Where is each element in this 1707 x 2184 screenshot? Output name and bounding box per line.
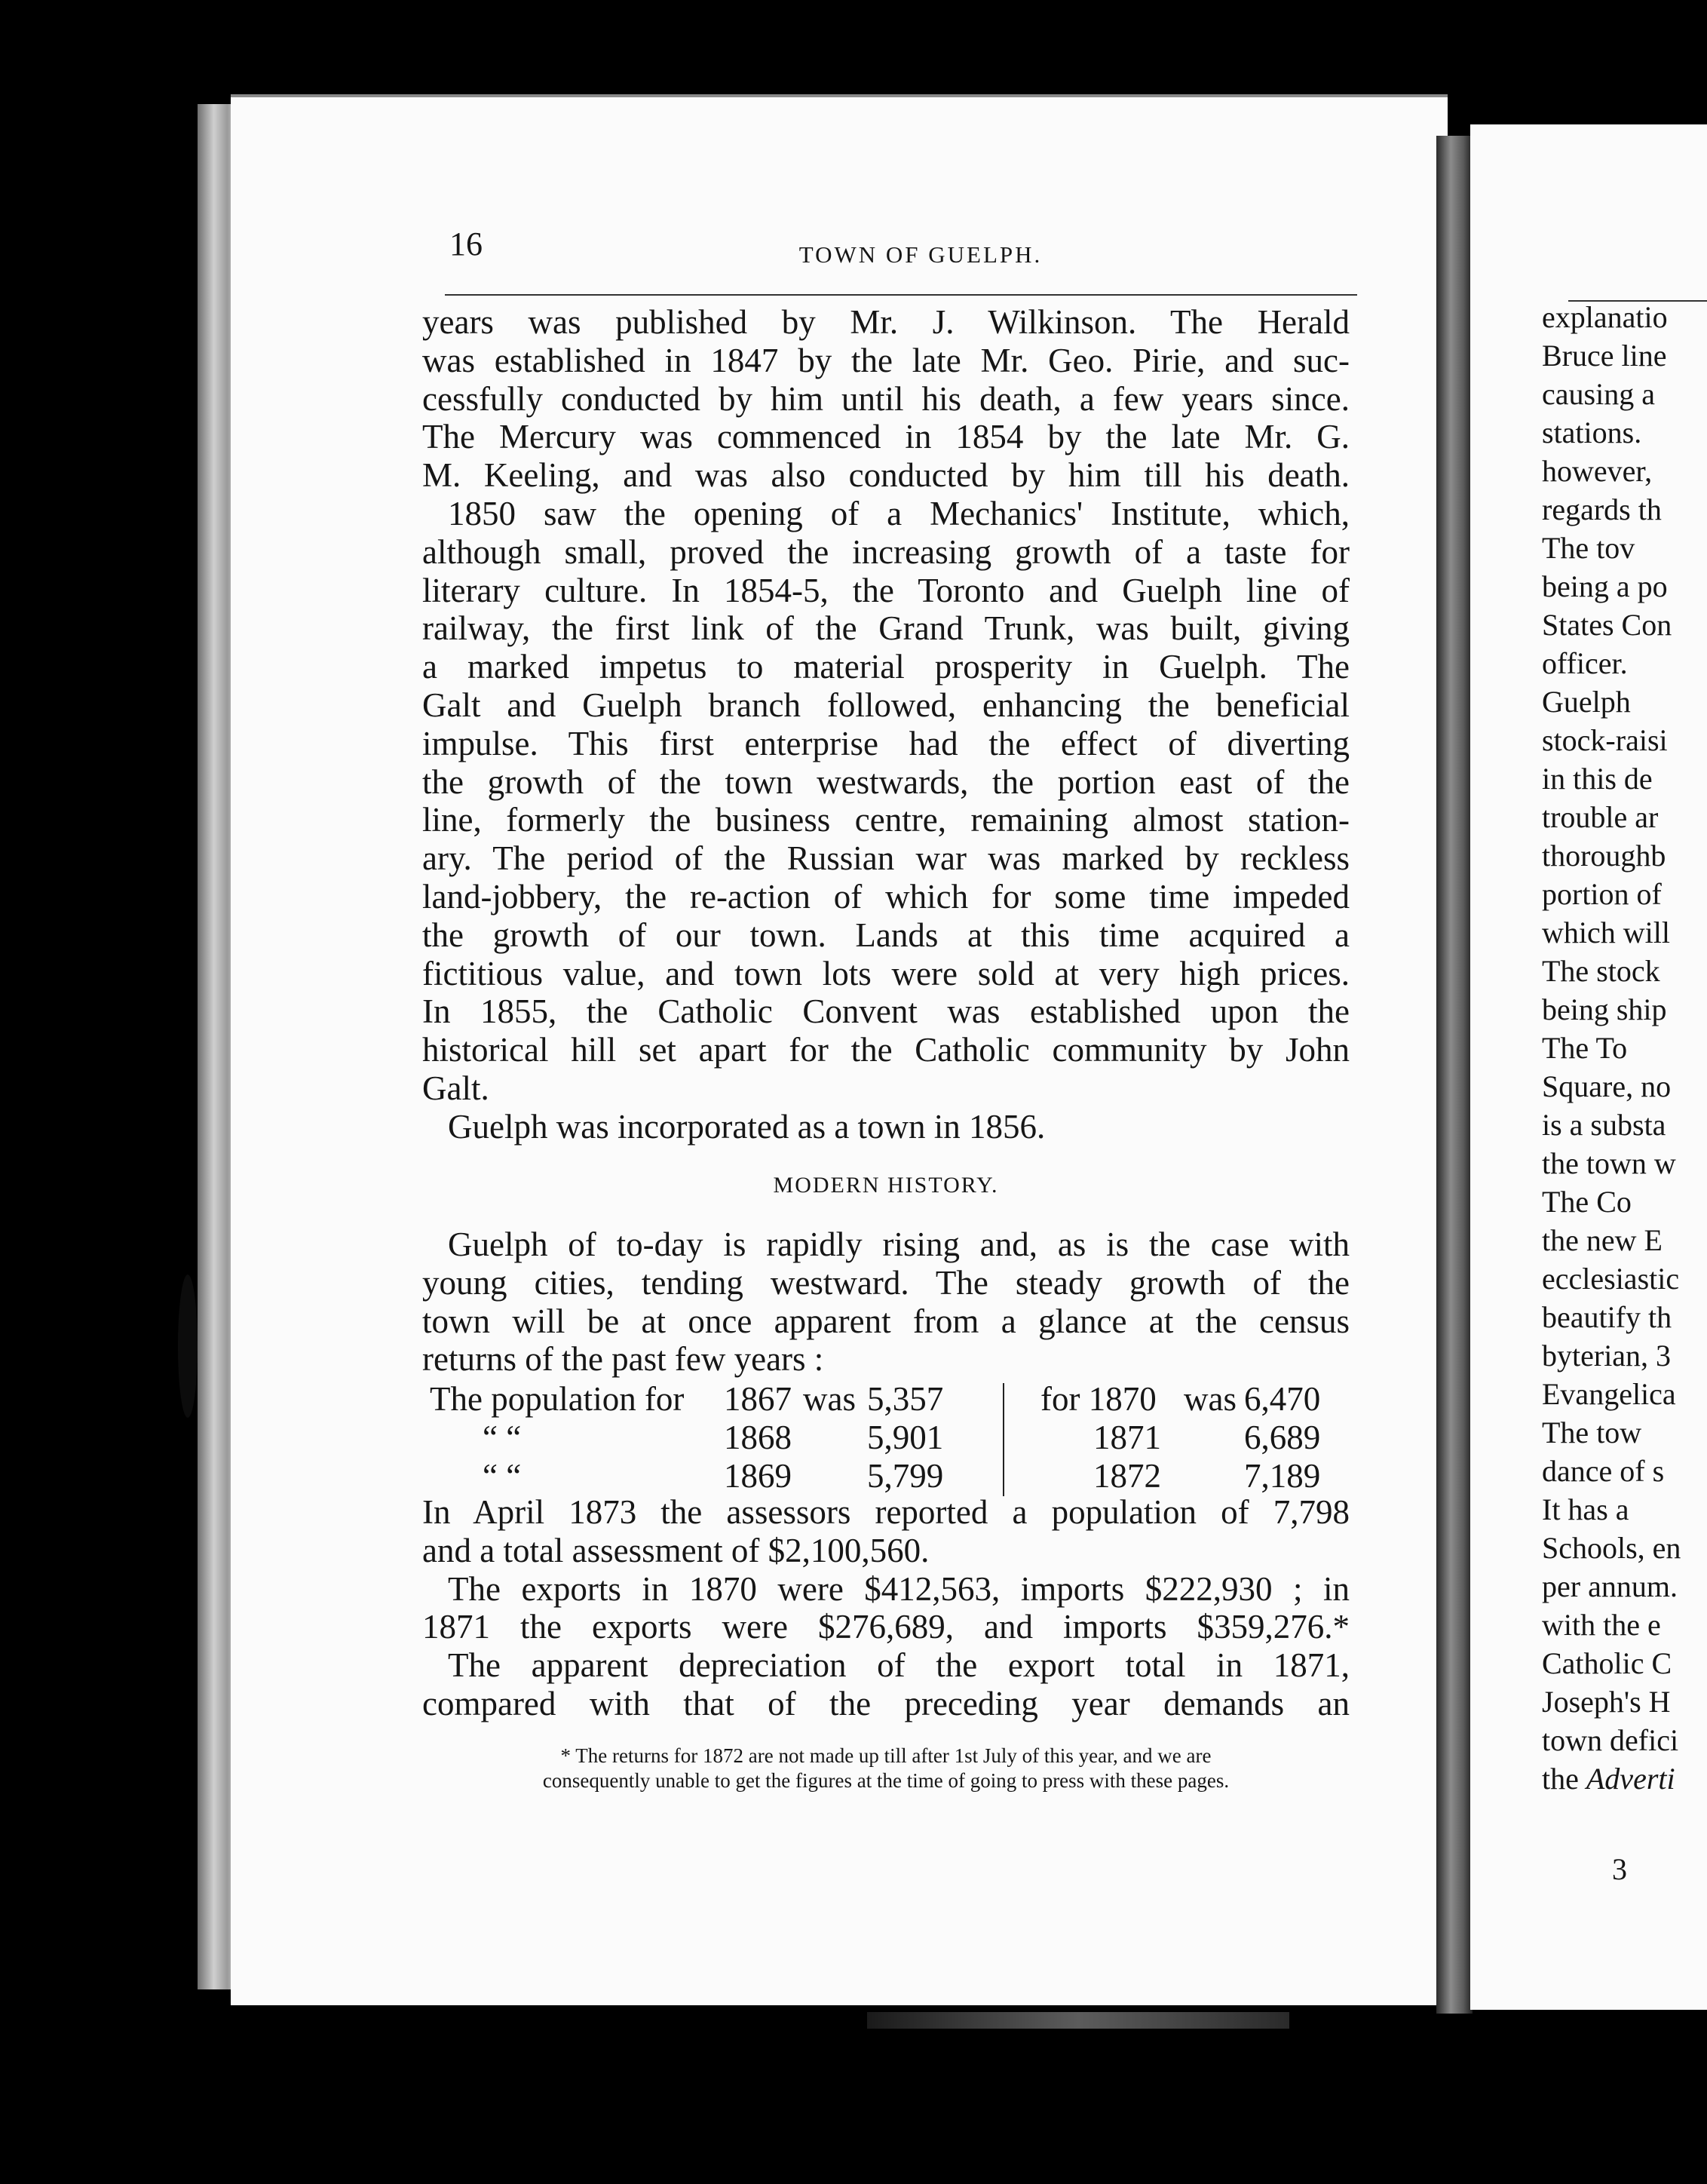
right-text-line: regards th (1542, 492, 1662, 526)
text-line: a marked impetus to material prosperity in Guelph. The (422, 648, 1350, 686)
right-text-line: The stock (1542, 954, 1660, 988)
table-cell: The population for (430, 1380, 685, 1418)
text-line: town will be at once apparent from a glance at the census (422, 1302, 1350, 1340)
body-text-modern (422, 1225, 1350, 1379)
right-text-line: stock-raisi (1542, 723, 1668, 757)
text-line: although small, proved the increasing growth of a taste for (422, 532, 1350, 571)
body-text-top (422, 303, 1350, 1146)
right-text-line: being ship (1542, 992, 1667, 1026)
right-text-line: the Adverti (1542, 1762, 1675, 1796)
text-line: fictitious value, and town lots were sold at very high prices. (422, 954, 1350, 992)
right-text-line: byterian, 3 (1542, 1339, 1672, 1373)
text-line: The Mercury was commenced in 1854 by the late Mr. G. (422, 418, 1350, 456)
text-line: M. Keeling, and was also conducted by him till his death. (422, 456, 1350, 495)
right-text-line: with the e (1542, 1608, 1661, 1642)
text-line: historical hill set apart for the Catholic community by John (422, 1031, 1350, 1069)
right-text-line: the new E (1542, 1223, 1663, 1257)
table-cell: “ “ (483, 1457, 522, 1495)
right-text-line: trouble ar (1542, 800, 1659, 834)
table-cell: for 1870 (1040, 1380, 1157, 1418)
table-cell: 7,189 (1244, 1457, 1321, 1495)
text-line: returns of the past few years : (422, 1340, 824, 1379)
right-text-line: thoroughb (1542, 839, 1666, 873)
right-text-line: officer. (1542, 646, 1628, 680)
text-line: 1871 the exports were $276,689, and imports $359,276.* (422, 1608, 1350, 1646)
table-cell: 1869 (724, 1457, 792, 1495)
table-cell: 1867 (724, 1380, 792, 1418)
right-text-line: town defici (1542, 1723, 1679, 1757)
table-cell: 6,689 (1244, 1419, 1321, 1456)
right-text-line: ecclesiastic (1542, 1262, 1680, 1296)
right-text-line: however, (1542, 454, 1653, 488)
right-text-line: Square, no (1542, 1069, 1672, 1103)
table-divider (1003, 1383, 1004, 1496)
right-page-signature: 3 (1612, 1852, 1627, 1886)
text-line: years was published by Mr. J. Wilkinson. The Herald (422, 303, 1350, 341)
table-cell: 1871 (1093, 1419, 1161, 1456)
right-text-line: Bruce line (1542, 339, 1667, 373)
text-line: compared with that of the preceding year demands an (422, 1684, 1350, 1722)
right-text-line: dance of s (1542, 1454, 1665, 1488)
footnote-line: consequently unable to get the figures at the time of going to press with these pages. (542, 1769, 1230, 1792)
right-text-line: Guelph (1542, 685, 1631, 719)
right-text-line: beautify th (1542, 1300, 1672, 1334)
page-number: 16 (449, 225, 483, 262)
right-text-line: Evangelica (1542, 1377, 1676, 1411)
table-cell: 5,357 (867, 1380, 944, 1418)
right-text-line: which will (1542, 916, 1670, 949)
text-line: young cities, tending westward. The steady growth of the (422, 1263, 1350, 1302)
text-line: The exports in 1870 were $412,563, imports $222,930 ; in (448, 1569, 1350, 1608)
binding-shadow (178, 1275, 198, 1418)
text-line: 1850 saw the opening of a Mechanics' Institute, which, (448, 494, 1350, 532)
table-cell: was (803, 1380, 856, 1418)
table-cell: 1868 (724, 1419, 792, 1456)
right-page-text (1542, 298, 1707, 1798)
right-text-line: causing a (1542, 377, 1655, 411)
footnote-line: * The returns for 1872 are not made up till after 1st July of this year, and we are (560, 1744, 1212, 1767)
text-line: was established in 1847 by the late Mr. Geo. Pirie, and suc- (422, 341, 1350, 379)
table-cell: 1872 (1093, 1457, 1161, 1495)
right-text-line: Joseph's H (1542, 1685, 1671, 1719)
right-text-line: Schools, en (1542, 1531, 1681, 1565)
text-line: The apparent depreciation of the export total in 1871, (448, 1646, 1350, 1685)
right-text-line: per annum. (1542, 1569, 1678, 1603)
text-line: Galt and Guelph branch followed, enhancing the beneficial (422, 686, 1350, 724)
text-line: the growth of the town westwards, the portion east of the (422, 762, 1350, 801)
footnote (422, 1744, 1350, 1793)
text-line: literary culture. In 1854-5, the Toronto and Guelph line of (422, 571, 1350, 609)
table-cell: 5,901 (867, 1419, 944, 1456)
body-text-bottom (422, 1493, 1350, 1723)
running-title: TOWN OF GUELPH. (798, 241, 1043, 268)
page-header (449, 225, 1362, 275)
right-text-line: in this de (1542, 762, 1653, 796)
right-text-line: stations. (1542, 416, 1642, 449)
text-line: cessfully conducted by him until his death, a few years since. (422, 379, 1350, 418)
right-text-line: explanatio (1542, 300, 1668, 334)
page-bottom-edge (867, 2012, 1289, 2029)
text-line: impulse. This first enterprise had the effect of diverting (422, 724, 1350, 762)
table-cell: 5,799 (867, 1457, 944, 1495)
text-line: railway, the first link of the Grand Trunk, was built, giving (422, 609, 1350, 648)
book-gutter (1436, 136, 1473, 2014)
right-text-line: It has a (1542, 1492, 1629, 1526)
right-text-line: The tow (1542, 1416, 1642, 1449)
population-table (430, 1380, 1342, 1501)
right-text-line: States Con (1542, 608, 1672, 642)
right-text-line: portion of (1542, 877, 1662, 911)
section-heading: MODERN HISTORY. (773, 1173, 999, 1198)
text-line: and a total assessment of $2,100,560. (422, 1531, 930, 1569)
right-text-line: The tov (1542, 531, 1635, 565)
table-cell: was (1184, 1380, 1237, 1418)
text-line: Guelph was incorporated as a town in 1856. (448, 1107, 1046, 1146)
text-line: the growth of our town. Lands at this time acquired a (422, 916, 1350, 954)
text-line: Guelph of to-day is rapidly rising and, as is the case with (448, 1225, 1350, 1263)
right-text-line: being a po (1542, 569, 1668, 603)
text-line: ary. The period of the Russian war was marked by reckless (422, 839, 1350, 878)
right-text-line: is a substa (1542, 1108, 1666, 1142)
text-line: In 1855, the Catholic Convent was established upon the (422, 992, 1350, 1031)
text-line: line, formerly the business centre, remaining almost station- (422, 801, 1350, 839)
right-text-line: The To (1542, 1031, 1628, 1065)
table-cell: “ “ (483, 1419, 522, 1456)
right-text-line: the town w (1542, 1146, 1676, 1180)
table-cell: 6,470 (1244, 1380, 1321, 1418)
text-line: Galt. (422, 1069, 489, 1107)
header-rule (445, 294, 1357, 296)
right-text-line: Catholic C (1542, 1646, 1672, 1680)
right-text-line: The Co (1542, 1185, 1632, 1219)
text-line: land-jobbery, the re-action of which for some time impeded (422, 877, 1350, 916)
text-line: In April 1873 the assessors reported a population of 7,798 (422, 1493, 1350, 1531)
